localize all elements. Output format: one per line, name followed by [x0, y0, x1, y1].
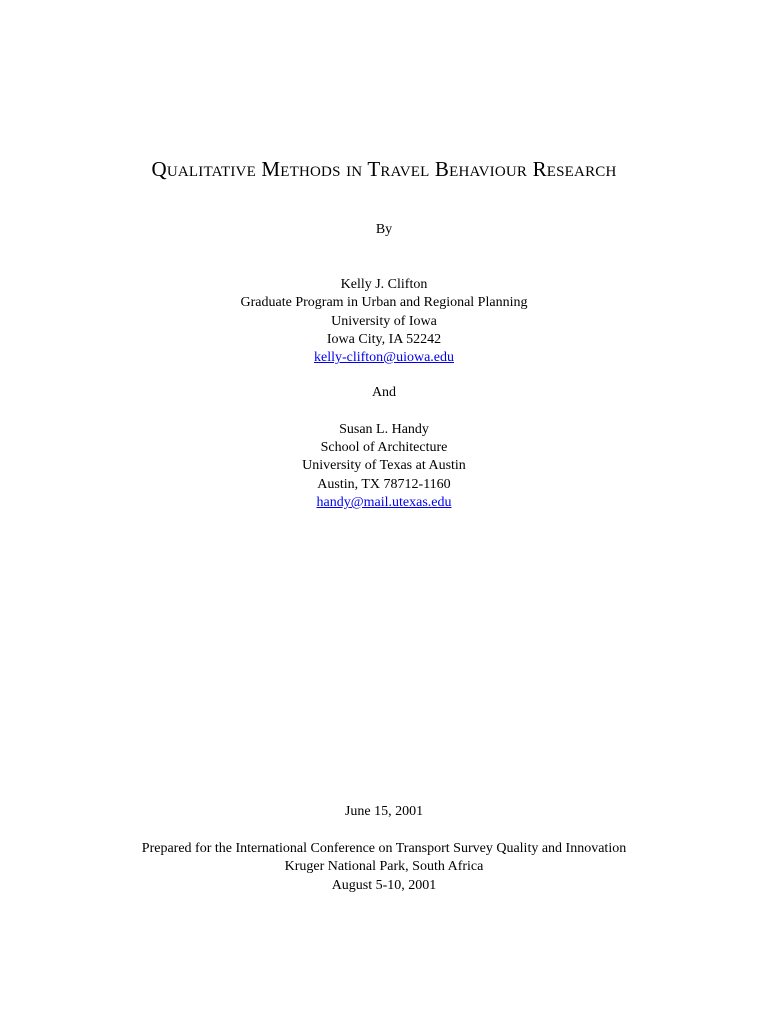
paper-title: Qualitative Methods in Travel Behaviour Research [151, 157, 617, 181]
conference-prepared-for: Prepared for the International Conference on Transport Survey Quality and Innovation [141, 841, 627, 856]
paper-date: June 15, 2001 [344, 804, 424, 819]
conference-dates: August 5-10, 2001 [331, 878, 437, 893]
author2-institution: University of Texas at Austin [302, 458, 466, 473]
author1-location: Iowa City, IA 52242 [326, 332, 442, 347]
author2-name: Susan L. Handy [339, 422, 429, 437]
author2-department: School of Architecture [320, 440, 448, 455]
author2-email-link[interactable]: handy@mail.utexas.edu [316, 495, 452, 510]
author2-email-line [0, 494, 768, 512]
author2-location: Austin, TX 78712-1160 [317, 477, 451, 492]
and-label: And [371, 385, 397, 400]
author1-institution: University of Iowa [331, 314, 437, 329]
author1-email-link[interactable]: kelly-clifton@uiowa.edu [313, 350, 455, 365]
author1-name: Kelly J. Clifton [340, 277, 428, 292]
author1-email-line [0, 349, 768, 367]
conference-venue: Kruger National Park, South Africa [284, 859, 484, 874]
by-label: By [375, 222, 393, 237]
author1-department: Graduate Program in Urban and Regional Planning [240, 295, 528, 310]
